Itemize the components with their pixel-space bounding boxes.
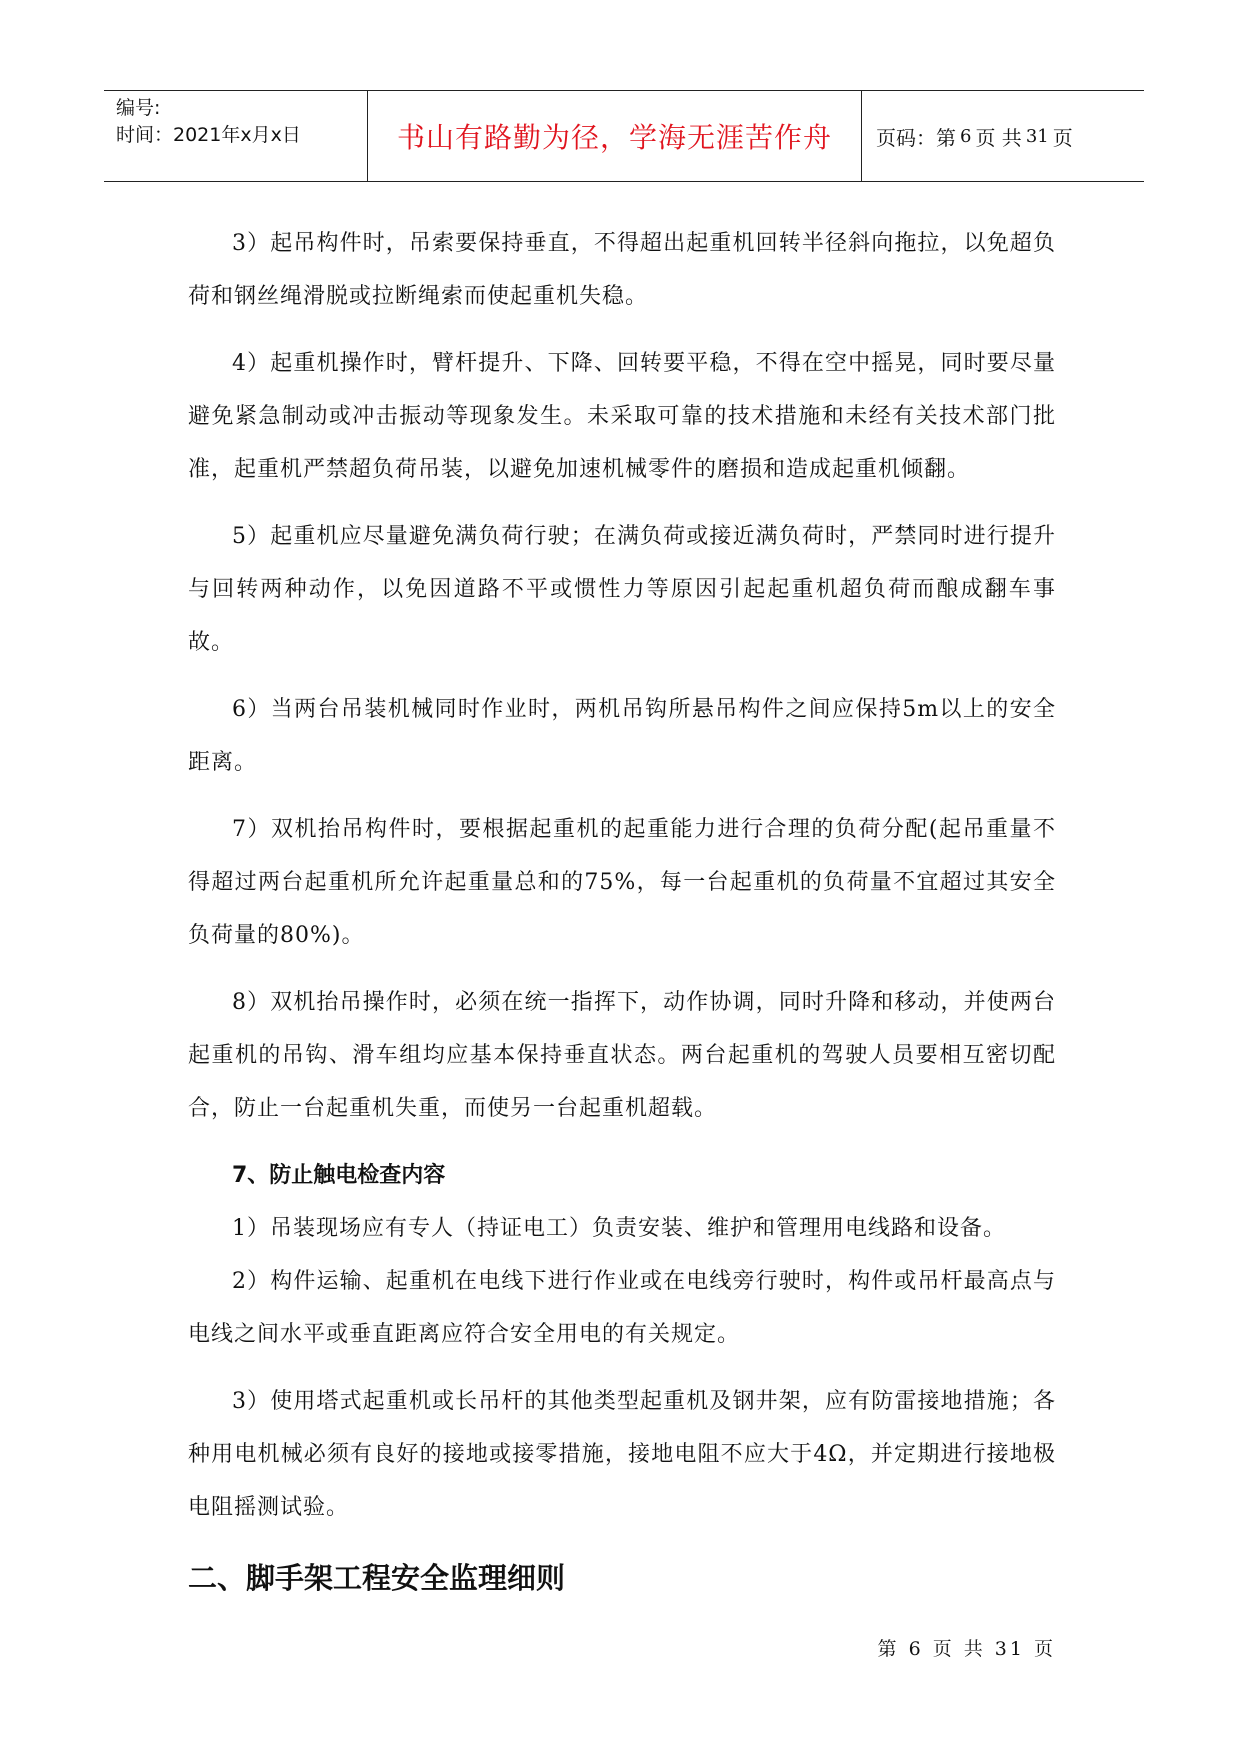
document-number-label: 编号:	[116, 97, 161, 119]
paragraph-item-3: 3）起吊构件时，吊索要保持垂直，不得超出起重机回转半径斜向拖拉，以免超负荷和钢丝绳滑脱或拉断绳索而使起重机失稳。	[188, 231, 1056, 309]
page-code-suffix: 页	[1052, 125, 1073, 150]
page-footer: 第 6 页 共 31 页	[877, 1638, 1056, 1660]
section-7-item-2: 2）构件运输、起重机在电线下进行作业或在电线旁行驶时，构件或吊杆最高点与电线之间水平或垂直距离应符合安全用电的有关规定。	[188, 1269, 1056, 1347]
paragraph-item-8: 8）双机抬吊操作时，必须在统一指挥下，动作协调，同时升降和移动，并使两台起重机的吊钩、滑车组均应基本保持垂直状态。两台起重机的驾驶人员要相互密切配合，防止一台起重机失重，而使另一台起重机超载。	[188, 990, 1056, 1121]
header-motto: 书山有路勤为径，学海无涯苦作舟	[368, 91, 862, 181]
paragraph-item-4: 4）起重机操作时，臂杆提升、下降、回转要平稳，不得在空中摇晃，同时要尽量避免紧急制动或冲击振动等现象发生。未采取可靠的技术措施和未经有关技术部门批准，起重机严禁超负荷吊装，以避免加速机械零件的磨损和造成起重机倾翻。	[188, 351, 1056, 482]
paragraph-item-5: 5）起重机应尽量避免满负荷行驶；在满负荷或接近满负荷时，严禁同时进行提升与回转两种动作，以免因道路不平或惯性力等原因引起起重机超负荷而酿成翻车事故。	[188, 524, 1056, 655]
page-header	[104, 90, 1144, 182]
document-body	[188, 217, 1056, 1608]
paragraph-item-6: 6）当两台吊装机械同时作业时，两机吊钩所悬吊构件之间应保持5m以上的安全距离。	[188, 697, 1056, 775]
section-7-heading: 7、防止触电检查内容	[232, 1163, 446, 1188]
header-meta	[104, 91, 368, 181]
page-code-mid: 页 共	[975, 125, 1022, 150]
document-time: 时间：2021年x月x日	[116, 124, 301, 146]
section-7-item-1: 1）吊装现场应有专人（持证电工）负责安装、维护和管理用电线路和设备。	[232, 1216, 1006, 1241]
page-total: 31	[1025, 125, 1049, 147]
paragraph-item-7: 7）双机抬吊构件时，要根据起重机的起重能力进行合理的负荷分配(起吊重量不得超过两台起重机所允许起重量总和的75%，每一台起重机的负荷量不宜超过其安全负荷量的80%)。	[188, 817, 1056, 948]
page-current: 6	[960, 125, 972, 147]
section-heading: 二、脚手架工程安全监理细则	[188, 1561, 566, 1595]
section-7-item-3: 3）使用塔式起重机或长吊杆的其他类型起重机及钢井架，应有防雷接地措施；各种用电机械必须有良好的接地或接零措施，接地电阻不应大于4Ω，并定期进行接地极电阻摇测试验。	[188, 1389, 1056, 1520]
page-code-prefix: 页码：第	[876, 125, 956, 150]
header-page-code	[862, 91, 1144, 181]
